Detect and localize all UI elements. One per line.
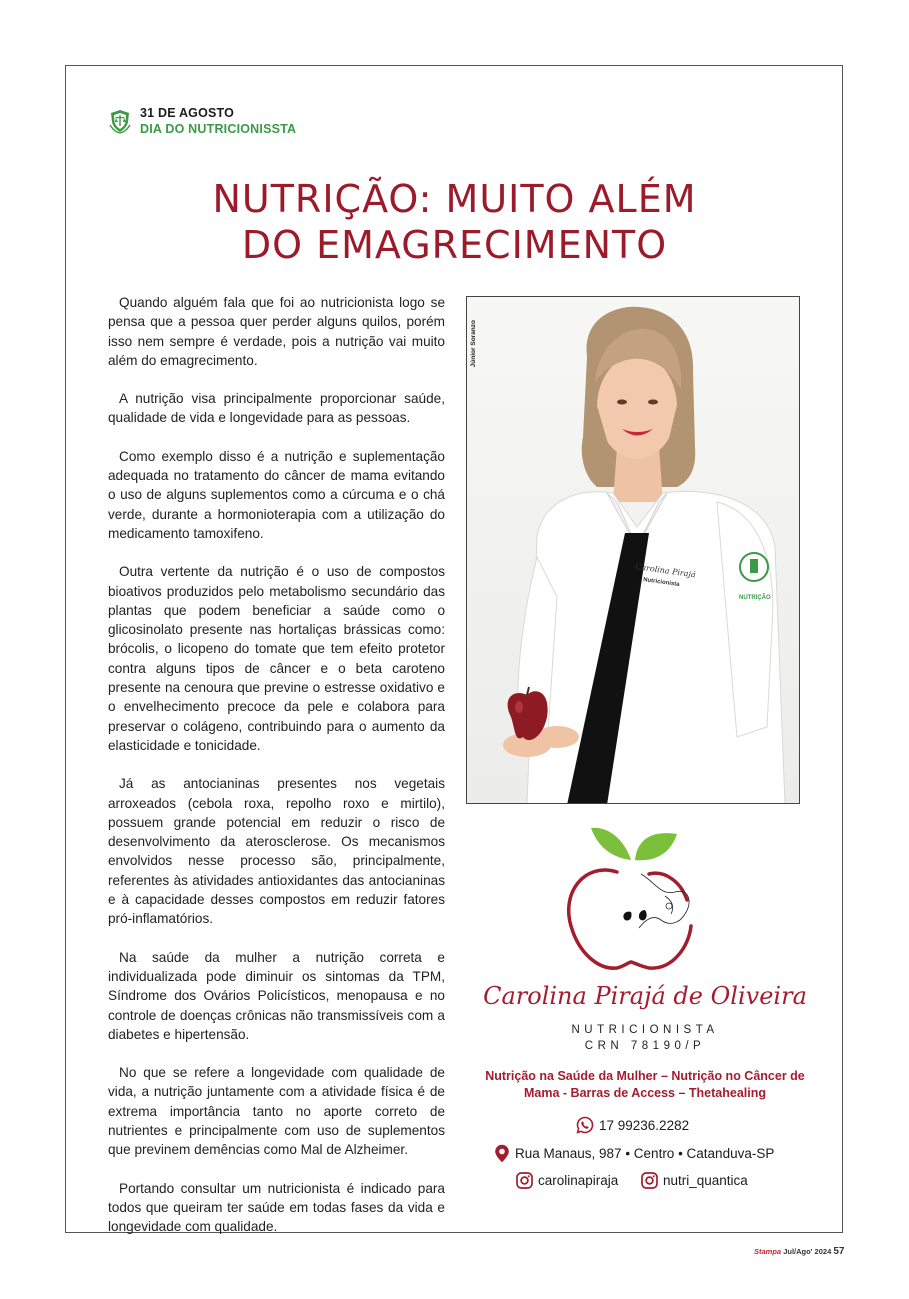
sleeve-badge-label: NUTRIÇÃO — [739, 595, 771, 601]
article-body — [108, 293, 445, 1255]
header-subtitle: DIA DO NUTRICIONISSTA — [140, 122, 297, 136]
instagram-icon — [641, 1172, 658, 1189]
address-contact — [494, 1144, 774, 1163]
phone-number: 17 99236.2282 — [599, 1117, 690, 1133]
issue-date: Jul/Ago' 2024 — [783, 1247, 832, 1256]
header-date: 31 DE AGOSTO — [140, 106, 235, 120]
article-title-line-1: NUTRIÇÃO: MUITO ALÉM — [212, 177, 697, 221]
apple-logo-icon — [565, 822, 697, 974]
page-number: 57 — [833, 1246, 845, 1257]
nutritionist-name: Carolina Pirajá de Oliveira — [483, 982, 807, 1010]
paragraph: Outra vertente da nutrição é o uso de compostos bioativos produzidos pelo metabolismo secundário das plantas que podem beneficiar a saúde como o glicosinolato presente nas hortaliças brássicas como: brócolis, o licopeno do tomate que tem efeito protetor contra alguns tipos de câncer e o beta caroteno presente na cenoura que previne o estresse oxidativo e o envelhecimento precoce da pele e colabora para preservar o colágeno, contribuindo para o aumento da elasticidade e tonicidade. — [108, 564, 445, 753]
instagram-handle-2: nutri_quantica — [663, 1173, 748, 1188]
paragraph: Como exemplo disso é a nutrição e suplementação adequada no tratamento do câncer de mama evitando o uso de alguns suplementos como a cúrcuma e o chá verde, durante a hormonioterapia com a utilização do medicamento tamoxifeno. — [108, 448, 445, 541]
portrait-photo — [466, 296, 800, 804]
instagram-handle-1: carolinapiraja — [538, 1173, 619, 1188]
address-text: Rua Manaus, 987 • Centro • Catanduva-SP — [515, 1146, 775, 1161]
paragraph: Já as antocianinas presentes nos vegetais arroxeados (cebola roxa, repolho roxo e mirtilo), possuem grande potencial em reduzir o risco de desenvolvimento da aterosclerose. Os mecanismos envolvidos nesse processo são, principalmente, referentes às atividades antioxidantes das antocianinas e à capacidade desses compostos em reduzir fatores pró-inflamatórios. — [108, 776, 445, 927]
location-pin-icon — [494, 1144, 510, 1163]
crn-number: CRN 78190/P — [584, 1040, 706, 1052]
specialties: Nutrição na Saúde da Mulher – Nutrição no Câncer de Mama - Barras de Access – Thetahealing — [485, 1069, 805, 1100]
magazine-brand: Stampa — [754, 1247, 782, 1256]
page-footer — [754, 1246, 844, 1257]
article-title-line-2: DO EMAGRECIMENTO — [241, 223, 668, 267]
instagram-link-1[interactable] — [516, 1172, 618, 1189]
instagram-icon — [516, 1172, 533, 1189]
paragraph: No que se refere a longevidade com qualidade de vida, a nutrição juntamente com a atividade física é de extrema importância tanto no aporte correto de nutrientes e principalmente com uso de suplementos que previnem demências como Mal de Alzheimer. — [108, 1065, 445, 1158]
paragraph: Quando alguém fala que foi ao nutricionista logo se pensa que a pessoa quer perder alguns quilos, porém isso nem sempre é verdade, pois a nutrição vai muito além do emagrecimento. — [108, 295, 445, 368]
nutrition-emblem-icon — [107, 108, 133, 134]
paragraph: A nutrição visa principalmente proporcionar saúde, qualidade de vida e longevidade para as pessoas. — [108, 391, 445, 426]
whatsapp-icon — [576, 1116, 594, 1134]
instagram-link-2[interactable] — [641, 1172, 748, 1189]
paragraph: Portando consultar um nutricionista é indicado para todos que queiram ter saúde em todas fases da vida e longevidade com qualidade. — [108, 1180, 445, 1235]
paragraph: Na saúde da mulher a nutrição correta e individualizada pode diminuir os sintomas da TPM, Síndrome dos Ovários Policísticos, menopausa e no controle de doenças crônicas não transmissíveis com a diabetes e hipertensão. — [108, 949, 445, 1042]
coat-role: Nutricionista — [642, 577, 680, 589]
phone-contact[interactable] — [576, 1116, 689, 1134]
nutritionist-role: NUTRICIONISTA — [571, 1024, 719, 1036]
coat-name: Carolina Pirajá — [634, 562, 697, 580]
photo-credit: Júnior Soranzo — [470, 320, 477, 368]
